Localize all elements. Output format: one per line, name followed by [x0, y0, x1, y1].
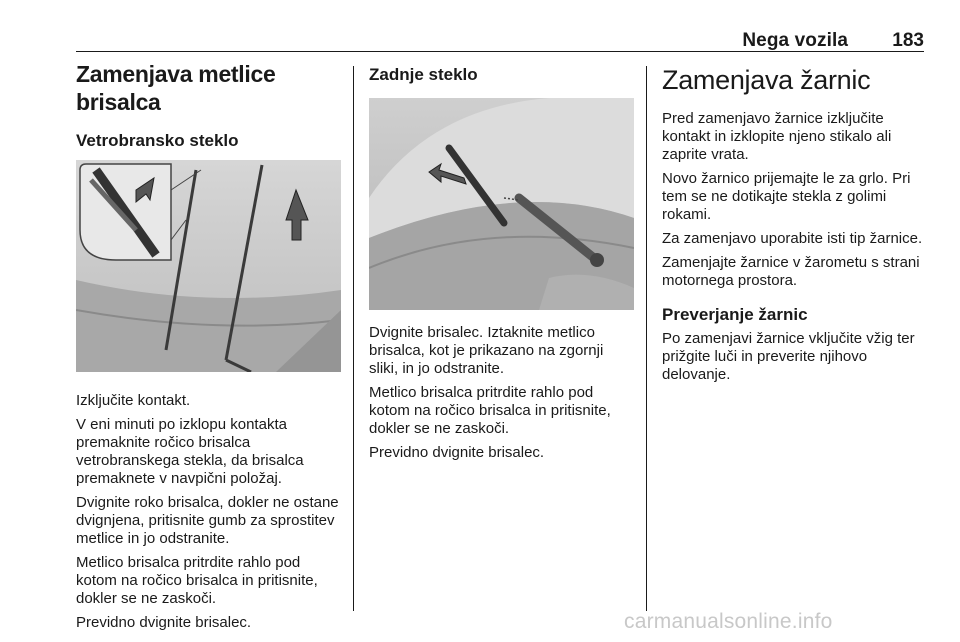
rear-wiper-illustration	[369, 98, 634, 310]
paragraph: Novo žarnico prijemajte le za grlo. Pri tem se ne dotikajte stekla z golimi rokami.	[662, 170, 911, 223]
subsection-title: Vetrobransko steklo	[76, 131, 239, 150]
paragraph: Metlico brisalca pritrdite rahlo pod kotom na ročico brisalca in pritisnite, dokler se ne zaskoči.	[76, 554, 318, 607]
column-bulb-replacement	[662, 60, 928, 384]
paragraph: V eni minuti po izklopu kontakta premaknite ročico brisalca vetrobranskega stekla, da brisalca premaknete v navpični položaj.	[76, 416, 304, 487]
header-rule	[76, 51, 924, 52]
paragraph: Previdno dvignite brisalec.	[369, 444, 545, 461]
paragraph: Previdno dvignite brisalec.	[76, 614, 252, 631]
paragraph: Izključite kontakt.	[76, 392, 191, 409]
paragraph: Zamenjajte žarnice v žarometu s strani motornega prostora.	[662, 254, 920, 289]
paragraph: Za zamenjavo uporabite isti tip žarnice.	[662, 230, 923, 247]
subsection-title: Zadnje steklo	[369, 65, 478, 84]
column-windshield-wiper	[76, 60, 341, 632]
paragraph: Pred zamenjavo žarnice izključite kontakt in izklopite njeno stikalo ali zaprite vrata.	[662, 110, 892, 163]
column-rear-wiper	[369, 60, 634, 462]
paragraph: Dvignite roko brisalca, dokler ne ostane dvignjena, pritisnite gumb za sprostitev metlice in jo odstranite.	[76, 494, 339, 547]
windshield-wiper-illustration	[76, 160, 341, 372]
page-header	[76, 30, 924, 52]
section-title: Zamenjava metlice brisalca	[76, 61, 276, 115]
paragraph: Metlico brisalca pritrdite rahlo pod kotom na ročico brisalca in pritisnite, dokler se ne zaskoči.	[369, 384, 611, 437]
watermark-text: carmanualsonline.info	[624, 610, 833, 633]
header-section-title: Nega vozila	[742, 30, 848, 51]
subsection-title: Preverjanje žarnic	[662, 305, 808, 324]
paragraph: Dvignite brisalec. Iztaknite metlico brisalca, kot je prikazano na zgornji sliki, in jo odstranite.	[369, 324, 604, 377]
column-divider	[646, 66, 647, 611]
column-divider	[353, 66, 354, 611]
section-title: Zamenjava žarnic	[662, 65, 871, 95]
page-number: 183	[892, 30, 924, 51]
paragraph: Po zamenjavi žarnice vključite vžig ter prižgite luči in preverite njihovo delovanje.	[662, 330, 915, 383]
